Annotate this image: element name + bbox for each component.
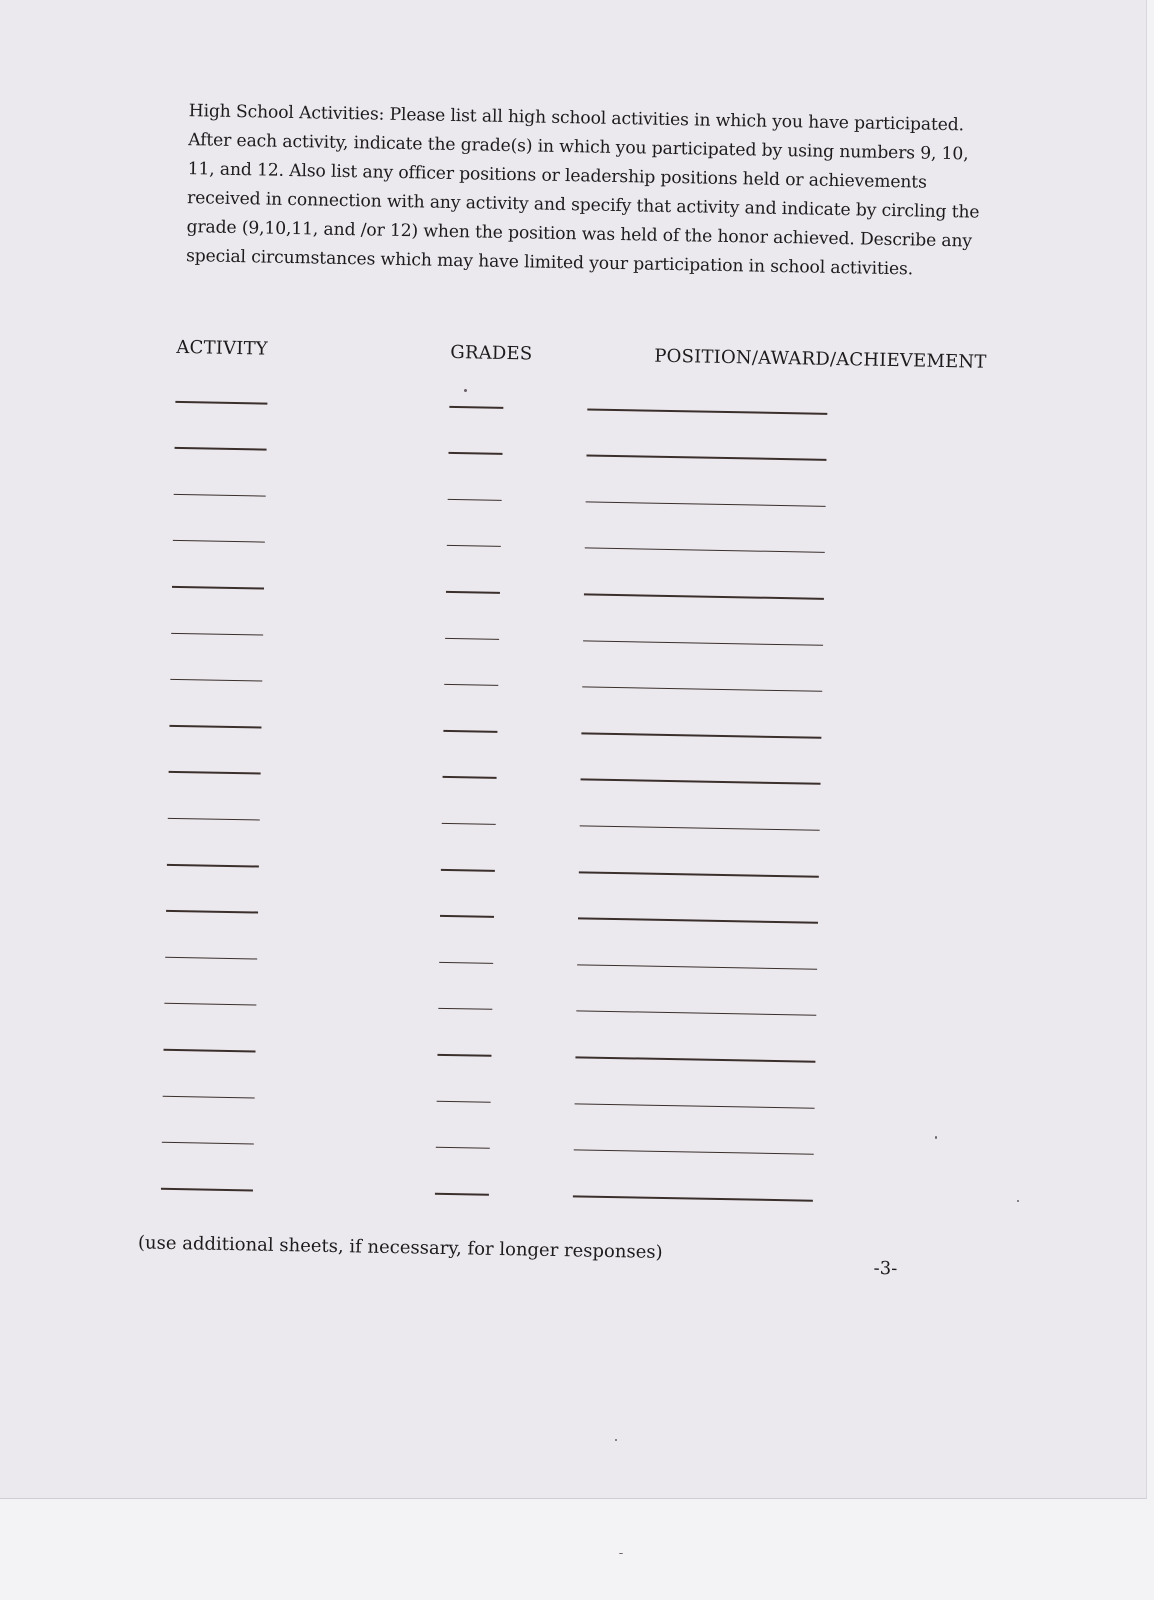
grades-blank[interactable] [439,961,493,964]
activity-blank[interactable] [174,493,266,496]
position-column-heading: POSITION/AWARD/ACHIEVEMENT [654,345,987,373]
position-blank[interactable] [581,779,821,785]
position-blank[interactable] [584,594,824,600]
grades-column-heading: GRADES [450,341,533,365]
position-blank[interactable] [586,501,826,507]
grades-blank[interactable] [440,915,494,918]
position-blank[interactable] [577,964,817,970]
scan-speck [464,389,467,392]
grades-blank[interactable] [448,499,502,502]
position-blank[interactable] [583,640,823,646]
position-blank[interactable] [575,1057,815,1063]
activity-blank[interactable] [169,725,261,728]
activity-blank[interactable] [166,910,258,913]
activity-blank[interactable] [163,1095,255,1098]
scan-speck [1017,1200,1019,1202]
grades-blank[interactable] [437,1054,491,1057]
instructions-line: grade (9,10,11, and /or 12) when the position was held of the honor achieved. Describe any [186,217,973,252]
grades-blank[interactable] [443,776,497,779]
grades-blank[interactable] [438,1008,492,1011]
position-blank[interactable] [578,918,818,924]
instructions-line: After each activity, indicate the grade(s) in which you participated by using numbers 9, 10, [188,130,969,165]
instructions-line: 11, and 12. Also list any officer positions or leadership positions held or achievements [187,159,927,193]
grades-blank[interactable] [436,1147,490,1150]
activity-blank[interactable] [161,1188,253,1191]
grades-blank[interactable] [443,730,497,733]
grades-blank[interactable] [445,637,499,640]
grades-blank[interactable] [435,1193,489,1196]
position-blank[interactable] [581,732,821,738]
activity-blank[interactable] [165,956,257,959]
activity-blank[interactable] [170,679,262,682]
position-blank[interactable] [580,825,820,831]
footer-note: (use additional sheets, if necessary, for longer responses) [137,1232,663,1263]
activity-blank[interactable] [175,401,267,404]
instructions-line: High School Activities: Please list all high school activities in which you have participated. [188,101,965,136]
grades-blank[interactable] [441,869,495,872]
grades-blank[interactable] [442,823,496,826]
scan-speck [615,1439,617,1441]
position-blank[interactable] [576,1010,816,1016]
grades-blank[interactable] [444,684,498,687]
activity-blank[interactable] [168,818,260,821]
position-blank[interactable] [575,1103,815,1109]
activity-blank[interactable] [173,540,265,543]
position-blank[interactable] [574,1149,814,1155]
activity-blank[interactable] [162,1142,254,1145]
activity-blank[interactable] [171,632,263,635]
grades-blank[interactable] [437,1100,491,1103]
activity-blank[interactable] [175,447,267,450]
instructions-line: received in connection with any activity and specify that activity and indicate by circling the [186,188,980,223]
grades-blank[interactable] [447,545,501,548]
activity-blank[interactable] [164,1003,256,1006]
activity-column-heading: ACTIVITY [176,336,269,360]
position-blank[interactable] [585,547,825,553]
position-blank[interactable] [579,871,819,877]
position-blank[interactable] [573,1195,813,1201]
activity-blank[interactable] [172,586,264,589]
grades-blank[interactable] [449,406,503,409]
grades-blank[interactable] [448,452,502,455]
position-blank[interactable] [582,686,822,692]
activity-blank[interactable] [164,1049,256,1052]
activity-blank[interactable] [169,771,261,774]
instructions-line: special circumstances which may have limited your participation in school activities. [185,246,914,280]
position-blank[interactable] [586,455,826,461]
scan-speck [935,1136,937,1139]
position-blank[interactable] [587,408,827,414]
grades-blank[interactable] [446,591,500,594]
page-number: -3- [873,1257,898,1280]
scan-speck [619,1553,623,1554]
activity-blank[interactable] [167,864,259,867]
